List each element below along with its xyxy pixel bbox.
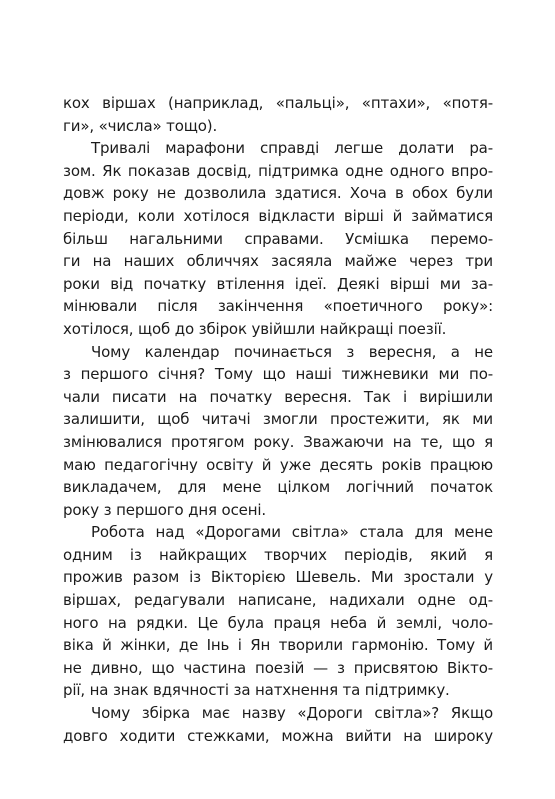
text-line: віршах, редагували написане, надихали одне од- [63,591,493,610]
text-line: ги на наших обличчях засяяла майже через три [63,252,493,271]
text-line: прожив разом із Вікторією Шевель. Ми зростали у [63,568,493,587]
text-line: залишити, щоб читачі змогли простежити, як ми [63,410,493,429]
text-line: зом. Як показав досвід, підтримка одне одного впро- [63,161,493,180]
text-line: роки від початку втілення ідеї. Деякі вірші ми за- [63,274,493,293]
text-line: віка й жінки, де Інь і Ян творили гармонію. Тому й [63,636,493,655]
text-line: довж року не дозволила здатися. Хоча в обох були [63,184,493,203]
book-page-text [63,92,493,747]
paragraph-first-line: Тривалі марафони справді легше долати ра- [91,139,493,158]
text-line: ного на рядки. Це була праця неба й землі, чоло- [63,613,493,632]
text-line: маю педагогічну освіту й уже десять років працюю [63,455,493,474]
text-line: більш нагальними справами. Усмішка перемо- [63,229,493,248]
text-line: ги», «числа» тощо). [63,116,218,135]
text-line: року з першого дня осені. [63,500,267,519]
text-line: довго ходити стежками, можна вийти на широку [63,726,493,745]
text-line: хотілося, щоб до збірок увійшли найкращі поезії. [63,319,447,338]
paragraph-first-line: Чому збірка має назву «Дороги світла»? Якщо [91,704,493,723]
text-line: з першого січня? Тому що наші тижневики ми по- [63,365,493,384]
text-line: чали писати на початку вересня. Так і вирішили [63,387,493,406]
text-line: періоди, коли хотілося відкласти вірші й займатися [63,206,493,225]
paragraph-first-line: Чому календар починається з вересня, а не [91,342,493,361]
text-line: кох віршах (наприклад, «пальці», «птахи», «потя- [63,94,493,112]
paragraph-first-line: Робота над «Дорогами світла» стала для мене [91,523,493,542]
text-line: викладачем, для мене цілком логічний початок [63,478,493,497]
text-line: мінювали після закінчення «поетичного року»: [63,297,493,316]
text-line: змінювалися протягом року. Зважаючи на те, що я [63,432,493,451]
text-line: не дивно, що частина поезій — з присвятою Вікто- [63,658,493,677]
text-line: рії, на знак вдячності за натхнення та підтримку. [63,681,450,700]
text-line: одним із найкращих творчих періодів, який я [63,545,493,564]
